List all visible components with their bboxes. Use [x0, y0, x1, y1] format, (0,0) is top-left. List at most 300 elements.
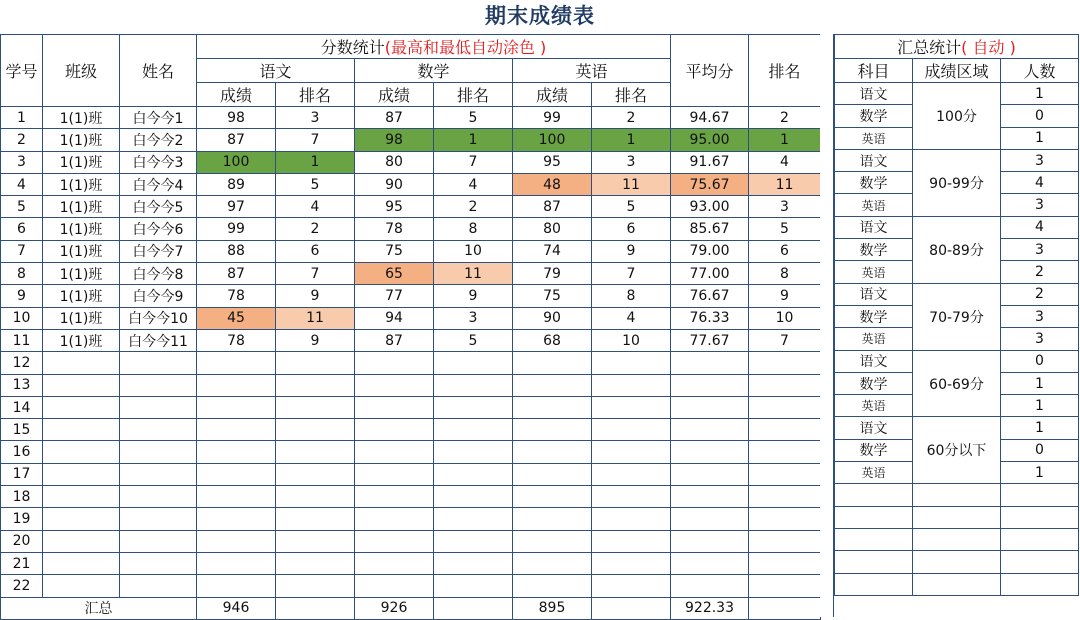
summary-row — [835, 506, 1079, 528]
english-score-cell — [513, 396, 592, 418]
summary-subject-cell: 数学 — [835, 172, 913, 194]
header-math-rank: 排名 — [434, 83, 513, 107]
math-score-cell — [355, 508, 434, 530]
english-rank-cell — [592, 419, 671, 441]
header-english: 英语 — [513, 59, 671, 83]
average-cell: 79.00 — [671, 240, 749, 262]
english-rank-cell: 5 — [592, 196, 671, 218]
average-cell — [671, 352, 749, 374]
english-score-cell — [513, 575, 592, 597]
overall-rank-cell: 7 — [749, 329, 821, 351]
class-cell: 1(1)班 — [43, 107, 120, 129]
summary-range-cell: 100分 — [913, 83, 1001, 150]
score-table — [0, 34, 821, 620]
student-id-cell: 4 — [1, 173, 43, 195]
overall-rank-cell: 5 — [749, 218, 821, 240]
header-score-stats: 分数统计(最高和最低自动涂色 ) — [197, 35, 671, 59]
student-name-cell — [120, 419, 197, 441]
summary-title-note: ( 自动 ) — [961, 38, 1016, 57]
summary-subject-cell — [835, 573, 913, 595]
overall-rank-cell: 9 — [749, 285, 821, 307]
chinese-rank-cell — [276, 419, 355, 441]
english-score-cell: 74 — [513, 240, 592, 262]
summary-count-cell: 1 — [1001, 417, 1079, 439]
chinese-rank-cell: 5 — [276, 173, 355, 195]
student-id-cell: 13 — [1, 374, 43, 396]
student-name-cell: 白今今5 — [120, 196, 197, 218]
math-score-cell: 94 — [355, 307, 434, 329]
summary-count-cell: 0 — [1001, 350, 1079, 372]
summary-range-cell: 70-79分 — [913, 283, 1001, 350]
chinese-rank-cell — [276, 352, 355, 374]
average-cell: 77.00 — [671, 263, 749, 285]
math-score-cell — [355, 441, 434, 463]
student-name-cell — [120, 552, 197, 574]
student-id-cell: 3 — [1, 151, 43, 173]
english-score-cell: 95 — [513, 151, 592, 173]
header-chinese: 语文 — [197, 59, 355, 83]
student-id-cell: 7 — [1, 240, 43, 262]
math-score-cell: 95 — [355, 196, 434, 218]
math-rank-cell — [434, 552, 513, 574]
student-id-cell: 9 — [1, 285, 43, 307]
header-overall-rank: 排名 — [749, 35, 821, 107]
math-rank-cell — [434, 463, 513, 485]
class-cell — [43, 463, 120, 485]
english-score-cell — [513, 463, 592, 485]
summary-subject-cell: 英语 — [835, 462, 913, 484]
header-chinese-score: 成绩 — [197, 83, 276, 107]
summary-range-cell: 80-89分 — [913, 216, 1001, 283]
math-score-cell: 78 — [355, 218, 434, 240]
summary-subject-cell — [835, 484, 913, 506]
student-name-cell — [120, 508, 197, 530]
table-row — [1, 463, 821, 485]
class-cell: 1(1)班 — [43, 173, 120, 195]
class-cell — [43, 508, 120, 530]
summary-subject-cell: 数学 — [835, 239, 913, 261]
overall-rank-cell — [749, 352, 821, 374]
student-name-cell: 白今今6 — [120, 218, 197, 240]
english-rank-cell — [592, 508, 671, 530]
class-cell — [43, 396, 120, 418]
student-id-cell: 12 — [1, 352, 43, 374]
summary-table — [834, 34, 1079, 596]
student-id-cell: 10 — [1, 307, 43, 329]
chinese-score-cell — [197, 508, 276, 530]
totals-math: 926 — [355, 597, 434, 619]
class-cell: 1(1)班 — [43, 263, 120, 285]
english-score-cell — [513, 374, 592, 396]
summary-subject-cell: 语文 — [835, 350, 913, 372]
chinese-score-cell — [197, 486, 276, 508]
chinese-rank-cell: 4 — [276, 196, 355, 218]
summary-row — [835, 283, 1079, 305]
summary-count-cell — [1001, 551, 1079, 573]
average-cell — [671, 486, 749, 508]
totals-chinese: 946 — [197, 597, 276, 619]
class-cell — [43, 530, 120, 552]
overall-rank-cell: 1 — [749, 129, 821, 151]
chinese-score-cell: 87 — [197, 263, 276, 285]
summary-row — [835, 83, 1079, 105]
student-name-cell: 白今今11 — [120, 329, 197, 351]
summary-count-cell: 2 — [1001, 261, 1079, 283]
english-rank-cell: 9 — [592, 240, 671, 262]
chinese-rank-cell: 7 — [276, 263, 355, 285]
english-score-cell: 99 — [513, 107, 592, 129]
overall-rank-cell — [749, 441, 821, 463]
student-id-cell: 2 — [1, 129, 43, 151]
math-score-cell — [355, 419, 434, 441]
totals-english: 895 — [513, 597, 592, 619]
math-score-cell — [355, 463, 434, 485]
overall-rank-cell — [749, 396, 821, 418]
english-rank-cell: 6 — [592, 218, 671, 240]
overall-rank-cell — [749, 463, 821, 485]
header-math-score: 成绩 — [355, 83, 434, 107]
summary-row — [835, 573, 1079, 595]
overall-rank-cell: 3 — [749, 196, 821, 218]
summary-subject-cell: 英语 — [835, 127, 913, 149]
english-rank-cell: 3 — [592, 151, 671, 173]
math-rank-cell: 10 — [434, 240, 513, 262]
table-row — [1, 173, 821, 195]
chinese-rank-cell — [276, 463, 355, 485]
summary-subject-cell — [835, 528, 913, 550]
header-id: 学号 — [1, 35, 43, 107]
math-score-cell — [355, 396, 434, 418]
english-score-cell: 79 — [513, 263, 592, 285]
summary-count-cell: 0 — [1001, 439, 1079, 461]
average-cell — [671, 530, 749, 552]
summary-row — [835, 417, 1079, 439]
english-score-cell — [513, 508, 592, 530]
math-score-cell: 80 — [355, 151, 434, 173]
english-rank-cell — [592, 463, 671, 485]
average-cell: 77.67 — [671, 329, 749, 351]
chinese-rank-cell: 9 — [276, 329, 355, 351]
math-rank-cell: 4 — [434, 173, 513, 195]
student-id-cell: 17 — [1, 463, 43, 485]
math-score-cell — [355, 486, 434, 508]
average-cell — [671, 463, 749, 485]
overall-rank-cell: 8 — [749, 263, 821, 285]
english-score-cell — [513, 441, 592, 463]
chinese-score-cell — [197, 552, 276, 574]
english-rank-cell: 4 — [592, 307, 671, 329]
overall-rank-cell: 6 — [749, 240, 821, 262]
average-cell — [671, 396, 749, 418]
math-score-cell — [355, 530, 434, 552]
english-rank-cell — [592, 552, 671, 574]
summary-subject-cell — [835, 551, 913, 573]
summary-subject-cell: 语文 — [835, 149, 913, 171]
english-score-cell: 75 — [513, 285, 592, 307]
student-name-cell: 白今今8 — [120, 263, 197, 285]
summary-count-cell: 1 — [1001, 127, 1079, 149]
overall-rank-cell — [749, 552, 821, 574]
student-name-cell — [120, 352, 197, 374]
summary-range-cell: 60-69分 — [913, 350, 1001, 417]
overall-rank-cell — [749, 419, 821, 441]
math-rank-cell — [434, 352, 513, 374]
average-cell — [671, 441, 749, 463]
math-score-cell: 75 — [355, 240, 434, 262]
class-cell: 1(1)班 — [43, 129, 120, 151]
class-cell: 1(1)班 — [43, 196, 120, 218]
summary-subject-cell: 数学 — [835, 439, 913, 461]
header-average: 平均分 — [671, 35, 749, 107]
chinese-rank-cell: 9 — [276, 285, 355, 307]
summary-count-cell: 1 — [1001, 395, 1079, 417]
student-id-cell: 18 — [1, 486, 43, 508]
class-cell — [43, 575, 120, 597]
overall-rank-cell: 10 — [749, 307, 821, 329]
summary-subject-cell: 英语 — [835, 261, 913, 283]
summary-subject-cell: 语文 — [835, 216, 913, 238]
table-row — [1, 530, 821, 552]
table-row — [1, 575, 821, 597]
math-rank-cell: 1 — [434, 129, 513, 151]
summary-header-subject: 科目 — [835, 59, 913, 83]
english-rank-cell: 1 — [592, 129, 671, 151]
chinese-score-cell: 100 — [197, 151, 276, 173]
student-name-cell — [120, 463, 197, 485]
totals-math-rank — [434, 597, 513, 619]
summary-count-cell — [1001, 573, 1079, 595]
summary-count-cell: 1 — [1001, 83, 1079, 105]
table-row — [1, 263, 821, 285]
student-name-cell: 白今今2 — [120, 129, 197, 151]
math-rank-cell — [434, 441, 513, 463]
summary-count-cell: 0 — [1001, 105, 1079, 127]
student-name-cell: 白今今10 — [120, 307, 197, 329]
summary-count-cell: 4 — [1001, 172, 1079, 194]
english-score-cell: 80 — [513, 218, 592, 240]
english-rank-cell — [592, 486, 671, 508]
class-cell — [43, 486, 120, 508]
average-cell — [671, 374, 749, 396]
chinese-rank-cell: 1 — [276, 151, 355, 173]
summary-count-cell: 1 — [1001, 462, 1079, 484]
class-cell: 1(1)班 — [43, 307, 120, 329]
table-row — [1, 419, 821, 441]
student-id-cell: 11 — [1, 329, 43, 351]
student-name-cell — [120, 486, 197, 508]
english-rank-cell — [592, 530, 671, 552]
english-score-cell — [513, 419, 592, 441]
totals-average: 922.33 — [671, 597, 749, 619]
table-row — [1, 151, 821, 173]
student-name-cell: 白今今3 — [120, 151, 197, 173]
student-name-cell: 白今今1 — [120, 107, 197, 129]
summary-title: 汇总统计( 自动 ) — [835, 35, 1079, 59]
english-rank-cell: 11 — [592, 173, 671, 195]
math-score-cell — [355, 552, 434, 574]
header-math: 数学 — [355, 59, 513, 83]
student-id-cell: 20 — [1, 530, 43, 552]
average-cell — [671, 419, 749, 441]
chinese-score-cell: 98 — [197, 107, 276, 129]
math-rank-cell — [434, 419, 513, 441]
student-name-cell: 白今今7 — [120, 240, 197, 262]
summary-subject-cell: 数学 — [835, 372, 913, 394]
summary-subject-cell: 语文 — [835, 283, 913, 305]
math-rank-cell — [434, 530, 513, 552]
average-cell: 76.67 — [671, 285, 749, 307]
header-class: 班级 — [43, 35, 120, 107]
overall-rank-cell — [749, 486, 821, 508]
table-row — [1, 486, 821, 508]
summary-subject-cell: 数学 — [835, 305, 913, 327]
math-rank-cell: 8 — [434, 218, 513, 240]
class-cell — [43, 552, 120, 574]
chinese-rank-cell: 6 — [276, 240, 355, 262]
chinese-score-cell: 45 — [197, 307, 276, 329]
class-cell: 1(1)班 — [43, 285, 120, 307]
chinese-score-cell — [197, 419, 276, 441]
summary-row — [835, 551, 1079, 573]
math-score-cell — [355, 575, 434, 597]
class-cell — [43, 352, 120, 374]
summary-subject-cell: 英语 — [835, 328, 913, 350]
chinese-score-cell — [197, 441, 276, 463]
english-rank-cell — [592, 396, 671, 418]
summary-header-count: 人数 — [1001, 59, 1079, 83]
average-cell: 95.00 — [671, 129, 749, 151]
summary-range-cell — [913, 573, 1001, 595]
english-score-cell: 90 — [513, 307, 592, 329]
math-score-cell: 90 — [355, 173, 434, 195]
math-score-cell: 87 — [355, 107, 434, 129]
english-score-cell — [513, 486, 592, 508]
summary-count-cell: 2 — [1001, 283, 1079, 305]
summary-count-cell: 1 — [1001, 372, 1079, 394]
header-score-stats-note: (最高和最低自动涂色 ) — [384, 38, 547, 57]
average-cell: 94.67 — [671, 107, 749, 129]
english-score-cell: 100 — [513, 129, 592, 151]
column-separator — [820, 34, 834, 617]
table-row — [1, 374, 821, 396]
average-cell — [671, 552, 749, 574]
class-cell: 1(1)班 — [43, 151, 120, 173]
class-cell — [43, 441, 120, 463]
math-score-cell — [355, 374, 434, 396]
average-cell: 93.00 — [671, 196, 749, 218]
math-rank-cell: 5 — [434, 107, 513, 129]
math-rank-cell — [434, 486, 513, 508]
student-name-cell: 白今今4 — [120, 173, 197, 195]
math-rank-cell — [434, 575, 513, 597]
student-id-cell: 19 — [1, 508, 43, 530]
chinese-rank-cell — [276, 508, 355, 530]
summary-count-cell — [1001, 484, 1079, 506]
table-row — [1, 441, 821, 463]
chinese-score-cell — [197, 352, 276, 374]
class-cell — [43, 419, 120, 441]
sheet-title: 期末成绩表 — [485, 4, 595, 28]
math-rank-cell: 5 — [434, 329, 513, 351]
student-id-cell: 14 — [1, 396, 43, 418]
table-row — [1, 329, 821, 351]
student-id-cell: 22 — [1, 575, 43, 597]
student-id-cell: 5 — [1, 196, 43, 218]
summary-subject-cell: 数学 — [835, 105, 913, 127]
chinese-score-cell — [197, 463, 276, 485]
summary-count-cell — [1001, 528, 1079, 550]
average-cell: 85.67 — [671, 218, 749, 240]
summary-count-cell: 3 — [1001, 305, 1079, 327]
average-cell: 76.33 — [671, 307, 749, 329]
student-name-cell — [120, 441, 197, 463]
summary-count-cell — [1001, 506, 1079, 528]
chinese-rank-cell: 2 — [276, 218, 355, 240]
student-name-cell: 白今今9 — [120, 285, 197, 307]
math-rank-cell: 11 — [434, 263, 513, 285]
summary-header-range: 成绩区域 — [913, 59, 1001, 83]
summary-count-cell: 4 — [1001, 216, 1079, 238]
student-id-cell: 15 — [1, 419, 43, 441]
summary-subject-cell: 英语 — [835, 194, 913, 216]
chinese-score-cell: 87 — [197, 129, 276, 151]
chinese-score-cell — [197, 374, 276, 396]
summary-range-cell — [913, 528, 1001, 550]
overall-rank-cell: 11 — [749, 173, 821, 195]
summary-row — [835, 149, 1079, 171]
overall-rank-cell — [749, 508, 821, 530]
average-cell — [671, 575, 749, 597]
chinese-rank-cell — [276, 396, 355, 418]
summary-range-cell: 60分以下 — [913, 417, 1001, 484]
table-row — [1, 240, 821, 262]
math-rank-cell: 2 — [434, 196, 513, 218]
summary-subject-cell: 英语 — [835, 395, 913, 417]
header-chinese-rank: 排名 — [276, 83, 355, 107]
overall-rank-cell — [749, 374, 821, 396]
chinese-score-cell — [197, 575, 276, 597]
math-rank-cell: 7 — [434, 151, 513, 173]
chinese-rank-cell — [276, 575, 355, 597]
english-rank-cell — [592, 352, 671, 374]
english-score-cell — [513, 352, 592, 374]
overall-rank-cell — [749, 575, 821, 597]
table-row — [1, 107, 821, 129]
english-score-cell: 87 — [513, 196, 592, 218]
overall-rank-cell — [749, 530, 821, 552]
chinese-rank-cell — [276, 486, 355, 508]
math-score-cell — [355, 352, 434, 374]
summary-count-cell: 3 — [1001, 239, 1079, 261]
totals-rank — [749, 597, 821, 619]
english-rank-cell — [592, 575, 671, 597]
header-english-rank: 排名 — [592, 83, 671, 107]
chinese-rank-cell — [276, 530, 355, 552]
math-rank-cell — [434, 374, 513, 396]
totals-chinese-rank — [276, 597, 355, 619]
summary-row — [835, 528, 1079, 550]
table-row — [1, 352, 821, 374]
english-score-cell — [513, 552, 592, 574]
header-english-score: 成绩 — [513, 83, 592, 107]
english-rank-cell: 2 — [592, 107, 671, 129]
average-cell: 75.67 — [671, 173, 749, 195]
chinese-score-cell: 99 — [197, 218, 276, 240]
summary-range-cell — [913, 506, 1001, 528]
chinese-rank-cell: 11 — [276, 307, 355, 329]
math-rank-cell: 3 — [434, 307, 513, 329]
chinese-score-cell — [197, 530, 276, 552]
